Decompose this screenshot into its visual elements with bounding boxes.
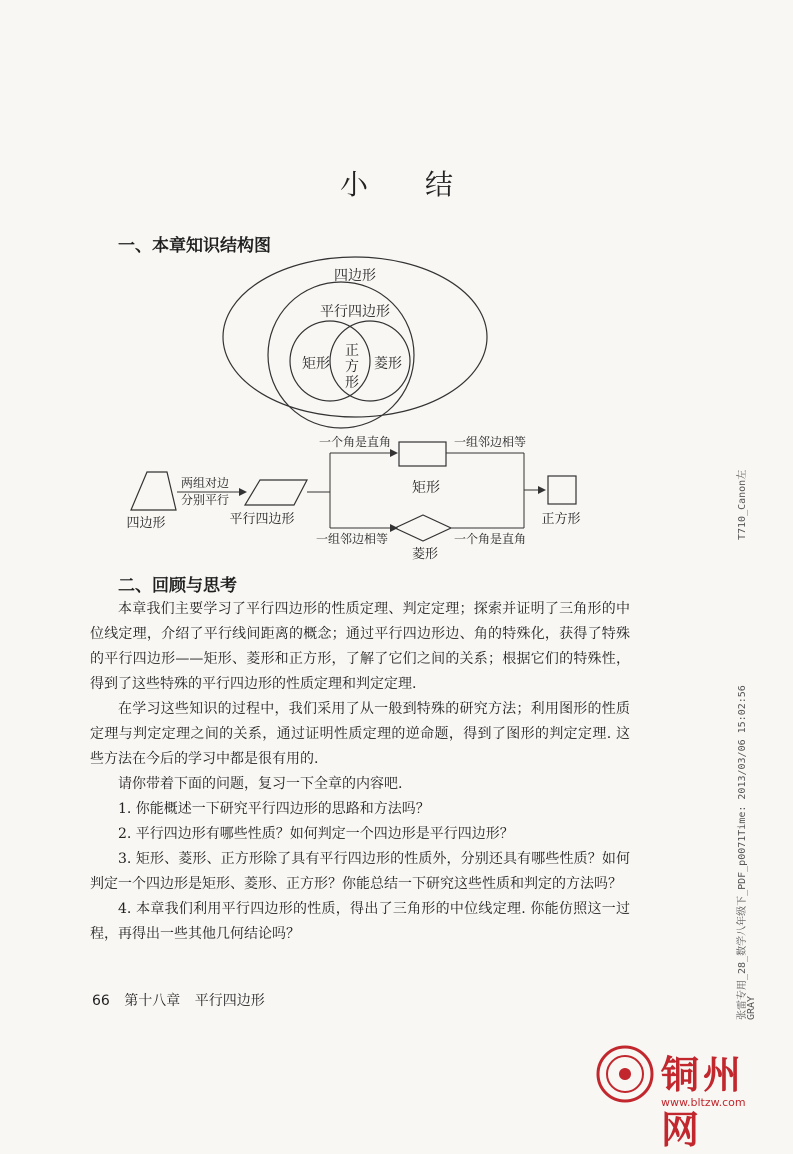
side-text-gray: GRAY [746, 995, 757, 1020]
flow-cond-two-pairs: 两组对边 [180, 476, 230, 490]
flow-label-rhombus: 菱形 [411, 547, 439, 560]
square-shape [548, 476, 576, 504]
flow-cond-adjacent-sides-top: 一组邻边相等 [453, 435, 527, 449]
page-footer [92, 990, 275, 1010]
parallelogram-shape [245, 480, 307, 505]
page-number: 66 [92, 993, 110, 1009]
review-question-1: 1. 你能概述一下研究平行四边形的思路和方法吗？ [118, 801, 430, 817]
rhombus-shape [395, 515, 451, 541]
flow-cond-right-angle-top: 一个角是直角 [318, 435, 392, 449]
review-paragraph-1: 本章我们主要学习了平行四边形的性质定理、判定定理；探索并证明了三角形的中位线定理，介绍了平行线间距离的概念；通过平行四边形边、角的特殊化，获得了特殊的平行四边形——矩形、菱形和正方形，了解了它们之间的关系；根据它们的特殊性，得到了这些特殊的平行四边形的性质定理和判定定理. [90, 601, 630, 692]
chapter-number: 第十八章 [124, 993, 181, 1009]
section-heading-review: 二、回顾与思考 [118, 576, 237, 596]
review-question-2: 2. 平行四边形有哪些性质？如何判定一个四边形是平行四边形？ [118, 826, 514, 842]
section-heading-structure: 一、本章知识结构图 [118, 236, 271, 256]
venn-label-quadrilateral: 四边形 [334, 268, 376, 284]
flow-label-quadrilateral: 四边形 [126, 516, 166, 531]
side-text-lower: 张雷专用_28_数学八年级下_PDF_p0071Time: 2013/03/06 15:02:56 [737, 685, 748, 1020]
side-text-upper: T710_Canon左 [737, 469, 748, 540]
watermark [595, 1040, 785, 1152]
chapter-title: 平行四边形 [194, 993, 265, 1009]
review-paragraph-3: 请你带着下面的问题，复习一下全章的内容吧. [118, 776, 403, 792]
venn-label-rectangle: 矩形 [302, 356, 330, 372]
venn-label-square-1: 正 [345, 343, 359, 359]
venn-label-parallelogram: 平行四边形 [320, 304, 390, 320]
venn-label-square-3: 形 [345, 375, 359, 391]
review-question-4: 4. 本章我们利用平行四边形的性质，得出了三角形的中位线定理. 你能仿照这一过程，再得出一些其他几何结论吗？ [90, 901, 630, 942]
venn-diagram [0, 0, 793, 560]
rectangle-shape [399, 442, 446, 466]
review-body [90, 597, 630, 947]
watermark-logo-text: 铜州网 [661, 1053, 746, 1152]
flow-label-rectangle: 矩形 [412, 480, 440, 496]
watermark-url: www.bltzw.com [661, 1096, 746, 1109]
page-title: 小 结 [340, 168, 477, 201]
flow-cond-parallel: 分别平行 [180, 493, 230, 507]
flow-label-parallelogram: 平行四边形 [229, 512, 295, 527]
review-paragraph-2: 在学习这些知识的过程中，我们采用了从一般到特殊的研究方法；利用图形的性质定理与判定定理之间的关系，通过证明性质定理的逆命题，得到了图形的判定定理. 这些方法在今后的学习中都是很有用的. [90, 701, 630, 767]
quadrilateral-shape [131, 472, 176, 510]
venn-label-rhombus: 菱形 [374, 356, 402, 372]
flow-cond-adjacent-sides-bottom: 一组邻边相等 [315, 532, 389, 546]
watermark-seal-icon [595, 1044, 655, 1104]
review-question-3: 3. 矩形、菱形、正方形除了具有平行四边形的性质外，分别还具有哪些性质？如何判定一个四边形是矩形、菱形、正方形？你能总结一下研究这些性质和判定的方法吗？ [90, 851, 630, 892]
venn-label-square-2: 方 [345, 359, 359, 375]
flow-cond-right-angle-bottom: 一个角是直角 [453, 532, 527, 546]
flow-label-square: 正方形 [541, 512, 581, 527]
